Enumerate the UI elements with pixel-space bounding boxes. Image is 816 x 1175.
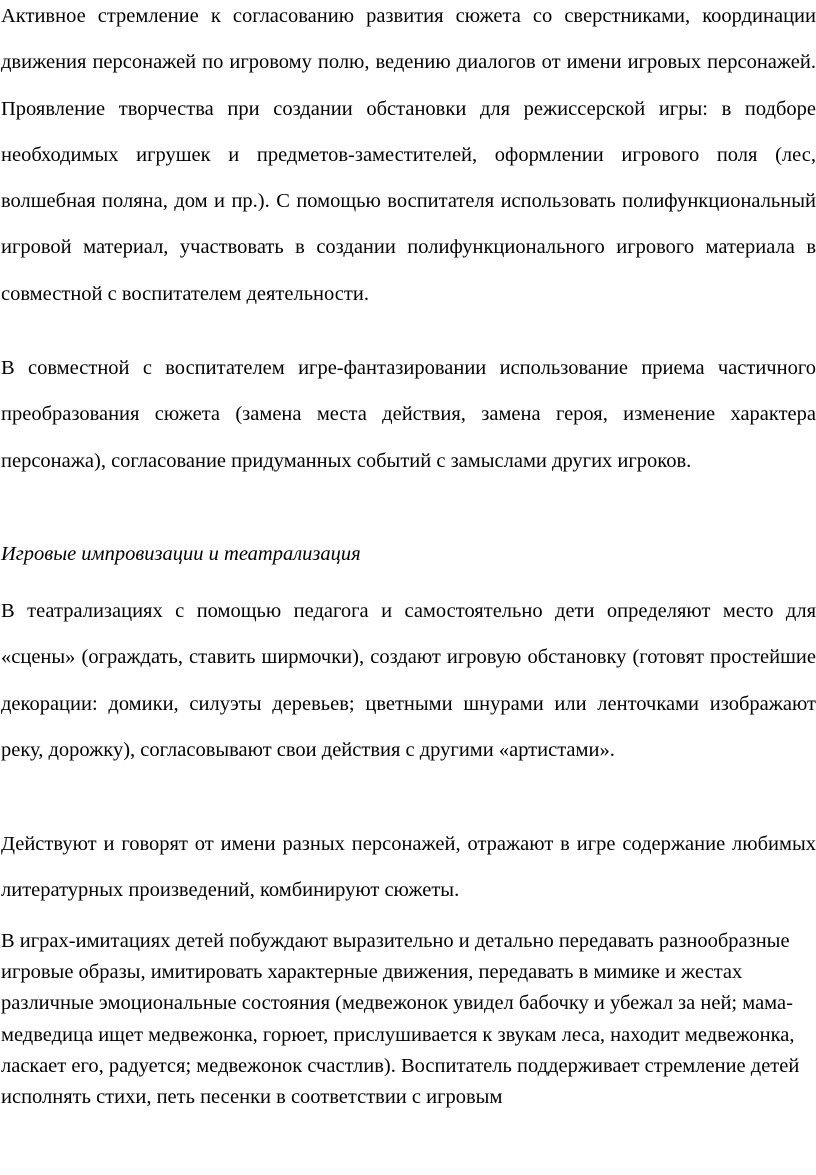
- paragraph-fantasy-play: В совместной с воспитателем игре-фантазировании использование приема частичного преобразования сюжета (замена места действия, замена героя, изменение характера персонажа), согласование придуманных событий с замыслами других игроков.: [1, 357, 816, 472]
- paragraph-director-play: Активное стремление к согласованию развития сюжета со сверстниками, координации движения персонажей по игровому полю, ведению диалогов от имени игровых персонажей. Проявление творчества при создании обстановки для режиссерской игры: в подборе необходимых игрушек и предметов-заместителей, оформлении игрового поля (лес, волшебная поляна, дом и пр.). С помощью воспитателя использовать полифункциональный игровой материал, участвовать в создании полифункционального игрового материала в совместной с воспитателем деятельности.: [1, 5, 816, 305]
- paragraph-characters: Действуют и говорят от имени разных персонажей, отражают в игре содержание любимых литературных произведений, комбинируют сюжеты.: [1, 833, 816, 902]
- paragraph-imitation-games: В играх-имитациях детей побуждают выразительно и детально передавать разнообразные игровые образы, имитировать характерные движения, передавать в мимике и жестах различные эмоциональные состояния (медвежонок увидел бабочку и убежал за ней; мама-медведица ищет медвежонка, горюет, прислушивается к звукам леса, находит медвежонка, ласкает его, радуется; медвежонок счастлив). Воспитатель поддерживает стремление детей исполнять стихи, петь песенки в соответствии с игровым: [1, 930, 800, 1109]
- section-heading: Игровые импровизации и театрализация: [1, 543, 361, 565]
- paragraph-theatricals: В театрализациях с помощью педагога и самостоятельно дети определяют место для «сцены» (ограждать, ставить ширмочки), создают игровую обстановку (готовят простейшие декорации: домики, силуэты деревьев; цветными шнурами или ленточками изображают реку, дорожку), согласовывают свои действия с другими «артистами».: [1, 600, 816, 761]
